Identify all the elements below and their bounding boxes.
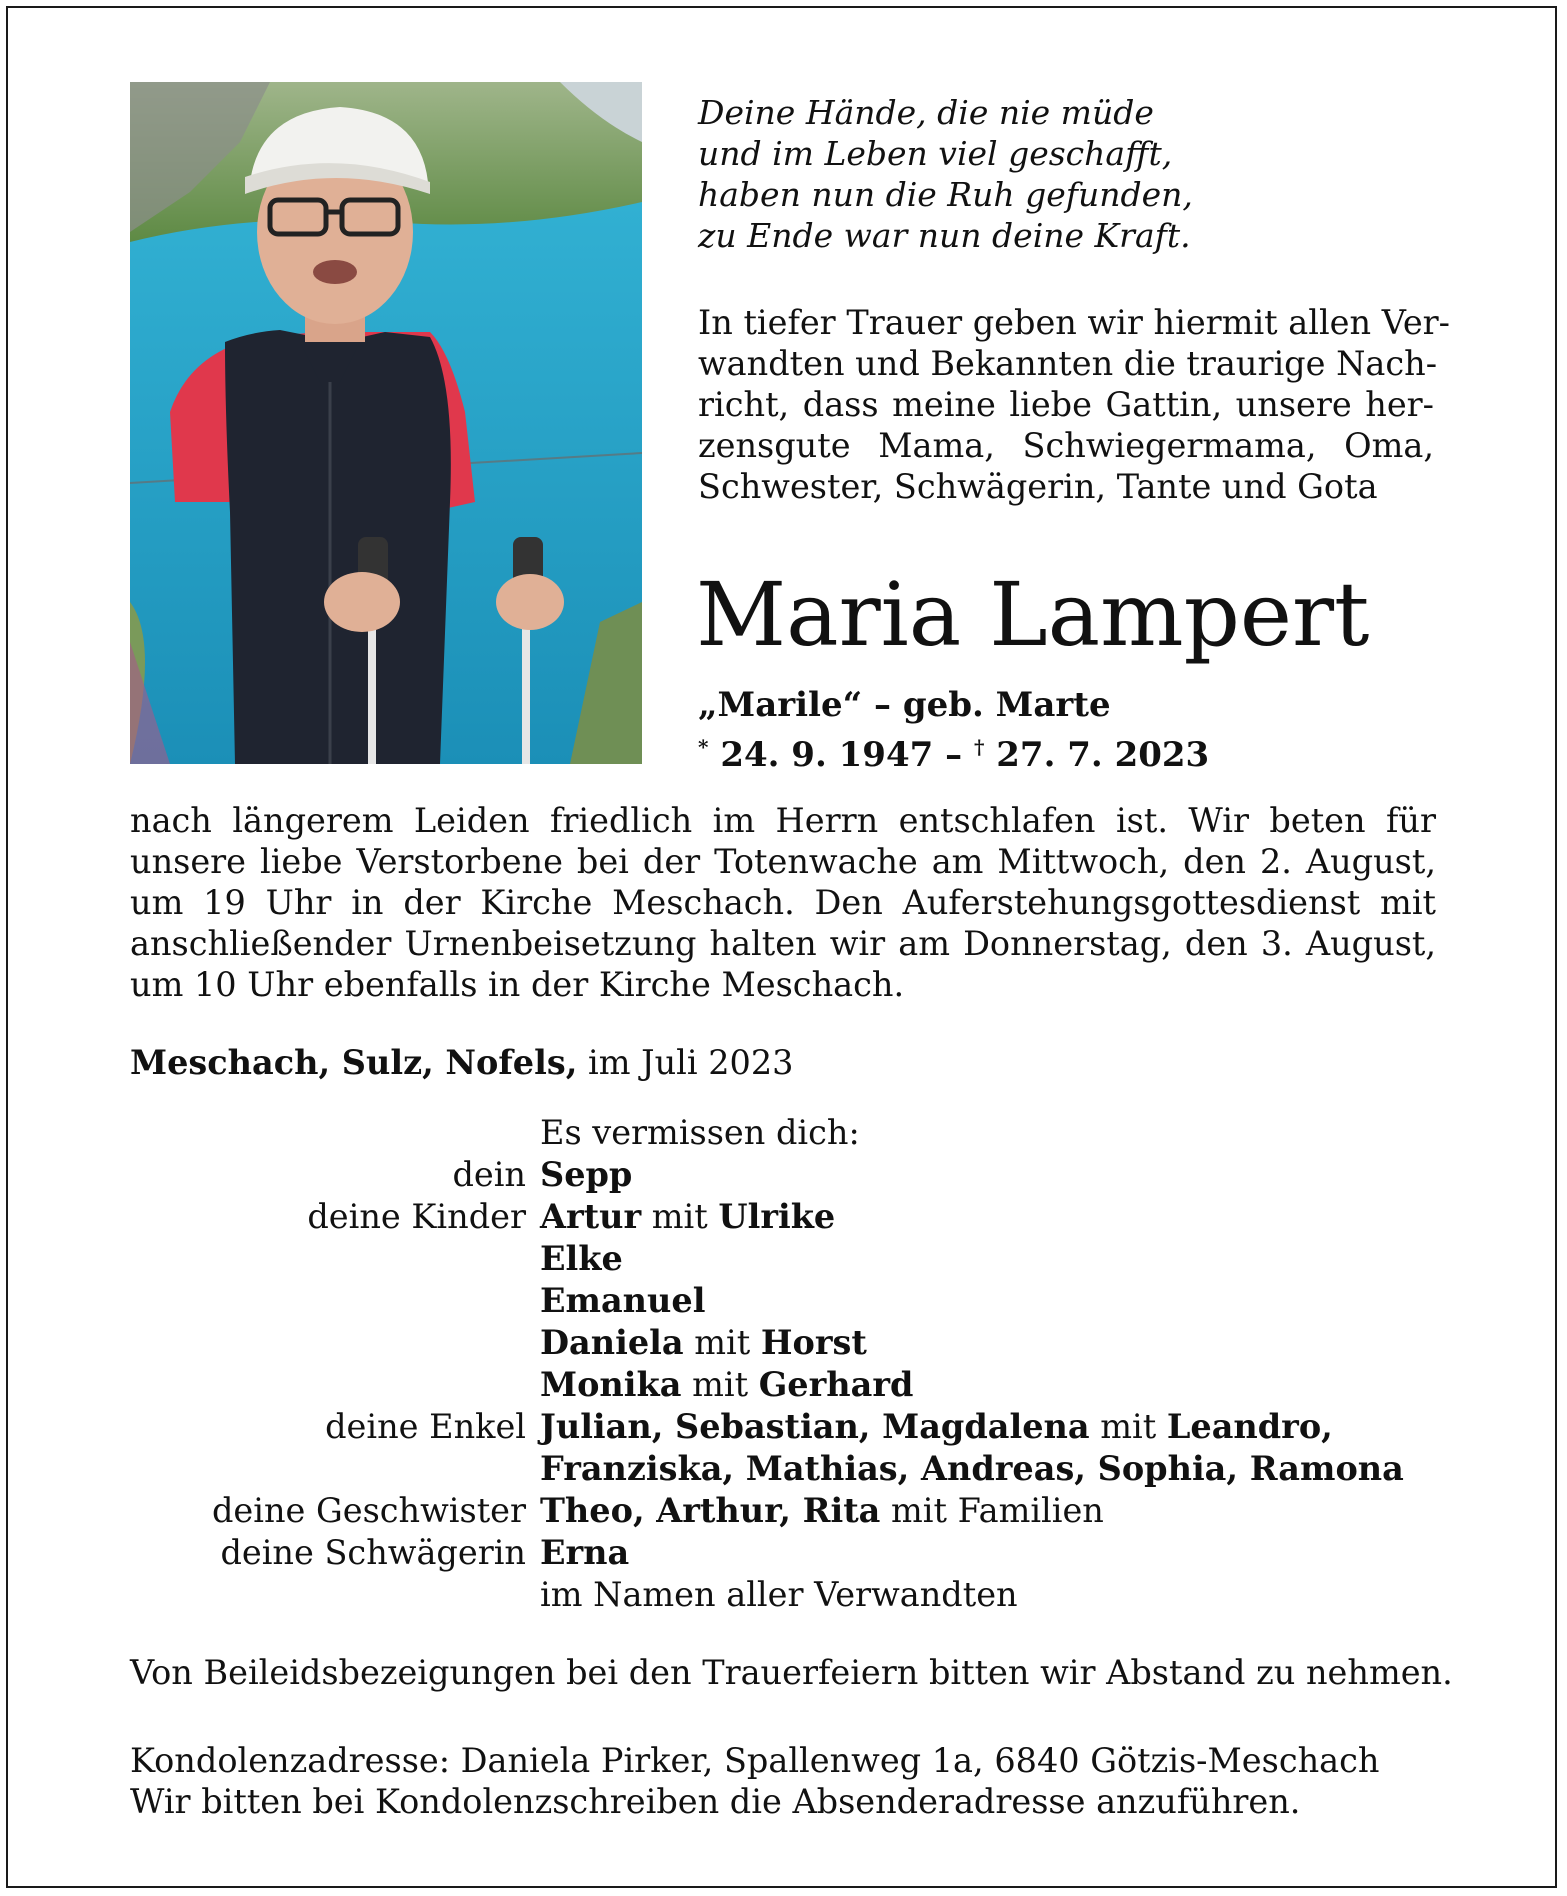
mourner-relation xyxy=(130,1448,540,1490)
mourner-name: Monika xyxy=(540,1365,682,1404)
mourner-connector: im Namen aller Verwandten xyxy=(540,1575,1018,1614)
mourner-connector: mit xyxy=(641,1197,719,1236)
mourner-name: Daniela xyxy=(540,1323,684,1362)
body-line: um 10 Uhr ebenfalls in der Kirche Meschach. xyxy=(130,965,905,1004)
mourner-names xyxy=(540,1196,835,1238)
deceased-name: Maria Lampert xyxy=(696,563,1370,666)
place-and-date xyxy=(130,1042,793,1083)
mourner-name: Artur xyxy=(540,1197,642,1236)
mourner-names xyxy=(540,1364,913,1406)
mourner-names xyxy=(540,1406,1333,1448)
mourner-relation: deine Schwägerin xyxy=(220,1533,526,1572)
mourner-relation: dein xyxy=(452,1155,526,1194)
intro-line: richt, dass meine liebe Gattin, unsere her- xyxy=(698,385,1434,424)
mourner-row xyxy=(130,1280,1470,1322)
mourner-relation xyxy=(130,1322,540,1364)
mourner-relation: deine Kinder xyxy=(307,1197,526,1236)
portrait-image xyxy=(130,82,642,764)
mourner-name: Julian, Sebastian, Magdalena xyxy=(540,1407,1090,1446)
address-line: Wir bitten bei Kondolenzschreiben die Absenderadresse anzuführen. xyxy=(130,1782,1301,1821)
mourners-heading: Es vermissen dich: xyxy=(540,1113,860,1152)
mourner-row xyxy=(130,1364,1470,1406)
intro-line: wandten und Bekannten die traurige Nach- xyxy=(698,344,1438,383)
mourner-name: Elke xyxy=(540,1239,623,1278)
mourner-rows xyxy=(130,1154,1470,1616)
intro-line: In tiefer Trauer geben wir hiermit allen Ver- xyxy=(698,303,1450,342)
place-names: Meschach, Sulz, Nofels, xyxy=(130,1043,578,1082)
poem-verse xyxy=(698,92,1458,256)
body-line: nach längerem Leiden friedlich im Herrn entschlafen ist. Wir beten für xyxy=(130,801,1436,840)
verse-line: Deine Hände, die nie müde xyxy=(698,93,1154,132)
verse-line: und im Leben viel geschafft, xyxy=(698,134,1173,173)
birth-symbol: * xyxy=(698,735,709,759)
body-line: um 19 Uhr in der Kirche Meschach. Den Auferstehungsgottesdienst mit xyxy=(130,883,1436,922)
mourner-name: Theo, Arthur, Rita xyxy=(540,1491,881,1530)
mourner-names xyxy=(540,1154,632,1196)
mourner-connector: mit xyxy=(681,1365,759,1404)
condolence-note: Von Beileidsbezeigungen bei den Trauerfeiern bitten wir Abstand zu nehmen. xyxy=(130,1653,1453,1692)
mourner-connector: mit xyxy=(683,1323,761,1362)
mourner-relation: deine Enkel xyxy=(325,1407,526,1446)
date-separator: – xyxy=(933,735,974,775)
mourners-list xyxy=(130,1112,1470,1616)
mourner-relation xyxy=(130,1364,540,1406)
mourner-names xyxy=(540,1490,1104,1532)
life-dates xyxy=(698,726,1209,776)
announcement-paragraph xyxy=(130,800,1436,1005)
mourner-connector: mit Familien xyxy=(880,1491,1104,1530)
mourner-name: Horst xyxy=(760,1323,867,1362)
mourner-relation xyxy=(130,1238,540,1280)
death-symbol: † xyxy=(973,735,985,759)
mourner-row xyxy=(130,1532,1470,1574)
mourner-name: Erna xyxy=(540,1533,630,1572)
mourner-relation xyxy=(130,1574,540,1616)
mourner-relation: deine Geschwister xyxy=(211,1491,526,1530)
mourner-relation xyxy=(130,1280,540,1322)
mourner-row xyxy=(130,1490,1470,1532)
mourner-names xyxy=(540,1532,629,1574)
mourner-row xyxy=(130,1406,1470,1448)
mourner-row xyxy=(130,1238,1470,1280)
mourner-name: Ulrike xyxy=(718,1197,836,1236)
mourner-names xyxy=(540,1448,1404,1490)
intro-line: zensgute Mama, Schwiegermama, Oma, xyxy=(698,426,1434,465)
body-line: anschließender Urnenbeisetzung halten wir am Donnerstag, den 3. August, xyxy=(130,924,1436,963)
portrait-photo xyxy=(130,82,642,764)
deceased-nickname: „Marile“ – geb. Marte xyxy=(698,685,1111,725)
verse-line: zu Ende war nun deine Kraft. xyxy=(698,216,1191,255)
verse-line: haben nun die Ruh gefunden, xyxy=(698,175,1193,214)
condolence-address xyxy=(130,1740,1379,1822)
address-line: Kondolenzadresse: Daniela Pirker, Spallenweg 1a, 6840 Götzis-Meschach xyxy=(130,1741,1380,1780)
mourner-names xyxy=(540,1238,623,1280)
month-year: im Juli 2023 xyxy=(577,1043,794,1082)
mourner-name: Leandro, xyxy=(1166,1407,1333,1446)
mourner-row xyxy=(130,1322,1470,1364)
mourner-name: Franziska, Mathias, Andreas, Sophia, Ramona xyxy=(540,1449,1404,1488)
intro-paragraph xyxy=(698,302,1450,507)
mourner-names xyxy=(540,1574,1018,1616)
mourner-connector: mit xyxy=(1089,1407,1167,1446)
mourner-row xyxy=(130,1196,1470,1238)
mourner-name: Emanuel xyxy=(540,1281,706,1320)
mourner-name: Gerhard xyxy=(758,1365,914,1404)
mourner-row xyxy=(130,1574,1470,1616)
mourner-names xyxy=(540,1322,867,1364)
body-line: unsere liebe Verstorbene bei der Totenwache am Mittwoch, den 2. August, xyxy=(130,842,1436,881)
mourner-row xyxy=(130,1448,1470,1490)
mourner-names xyxy=(540,1280,705,1322)
death-date: 27. 7. 2023 xyxy=(996,735,1210,775)
birth-date: 24. 9. 1947 xyxy=(720,735,934,775)
mourner-name: Sepp xyxy=(540,1155,633,1194)
mourner-row xyxy=(130,1154,1470,1196)
intro-line: Schwester, Schwägerin, Tante und Gota xyxy=(698,467,1378,506)
mourners-heading-row xyxy=(130,1112,1470,1154)
